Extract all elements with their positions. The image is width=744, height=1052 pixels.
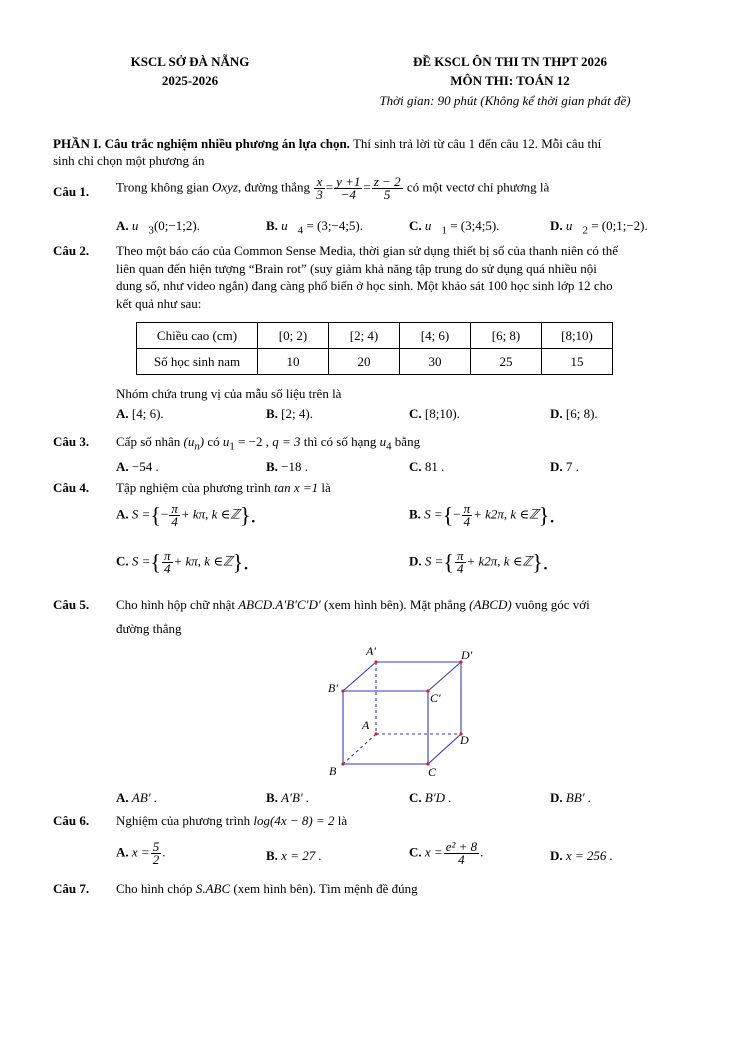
question-5-stem: Cho hình hộp chữ nhật ABCD.A′B′C′D′ (xem hình bên). Mặt phẳng (ABCD) vuông góc với	[116, 597, 590, 612]
exam-title: ĐỀ KSCL ÔN THI TN THPT 2026	[412, 54, 608, 69]
q1-option-a[interactable]: A. $u⃗_3(0;-1;2)$.	[116, 218, 200, 237]
q6-option-c[interactable]: C. x = $\frac{\text{e² + 8}}{4}$ .	[409, 839, 484, 867]
q2-question: Nhóm chứa trung vị của mẫu số liệu trên là	[116, 386, 342, 401]
table-row	[137, 349, 613, 375]
table-group: [6; 8)	[471, 323, 542, 349]
q1-frac1-num: x	[314, 176, 325, 189]
vertex-c1: C′	[430, 691, 441, 705]
q5-option-b[interactable]: B. A′B′ .	[266, 790, 310, 805]
vertex-a: A	[362, 718, 370, 732]
q1-option-c[interactable]: C. $u⃗_1$ = (3;4;5).	[409, 218, 500, 237]
question-6-stem: Nghiệm của phương trình log(4x − 8) = 2 là	[116, 813, 348, 828]
table-count: 30	[400, 349, 471, 375]
part-1-title: PHẦN I. Câu trắc nghiệm nhiều phương án lựa chọn.	[53, 136, 350, 151]
table-count: 15	[542, 349, 613, 375]
table-count: 20	[329, 349, 400, 375]
exam-subject: MÔN THI: TOÁN 12	[450, 73, 570, 88]
table-group: [0; 2)	[258, 323, 329, 349]
exam-time: Thời gian: 90 phút (Không kể thời gian phát đề)	[379, 93, 631, 108]
q4-option-b[interactable]: B. S ={− $\frac{\pi}{4}$ + k2π, k ∈ℤ}.	[409, 501, 555, 529]
q2-line-3: dung số, như video ngắn) đang càng phổ biến ở học sinh. Một khảo sát 100 học sinh lớp 12 cho	[116, 278, 613, 293]
q3-option-a[interactable]: A. −54 .	[116, 459, 159, 474]
q1-frac2-num: y +1	[336, 174, 361, 189]
vertex-d1: D′	[461, 648, 473, 662]
q3-option-c[interactable]: C. 81 .	[409, 459, 445, 474]
q5-option-d[interactable]: D. BB′ .	[550, 790, 592, 805]
q5-option-a[interactable]: A. AB′ .	[116, 790, 158, 805]
part-1-intro	[53, 134, 693, 153]
question-1-stem: Trong không gian Oxyz, đường thẳng $\frac{x}{3}$ = $\frac{y +1}{-4}$ = $\frac{z - 2}{5}$ có một vectơ chỉ phương là	[116, 174, 550, 202]
q2-option-b[interactable]: B. [2; 4).	[266, 406, 313, 421]
table-group: [2; 4)	[329, 323, 400, 349]
frequency-table	[136, 322, 613, 375]
q5-option-c[interactable]: C. B′D .	[409, 790, 452, 805]
q4-option-c[interactable]: C. S ={ $\frac{\pi}{4}$ + kπ, k ∈ℤ}.	[116, 548, 249, 576]
table-head-count: Số học sinh nam	[137, 349, 258, 375]
question-1-label: Câu 1.	[53, 184, 90, 199]
table-head-height: Chiều cao (cm)	[137, 323, 258, 349]
q4-option-a[interactable]: A. S ={− $\frac{\pi}{4}$ + kπ, k ∈ℤ}.	[116, 501, 257, 529]
q2-line-1: Theo một báo cáo của Common Sense Media, thời gian sử dụng thiết bị số của thanh niên có thể	[116, 243, 619, 258]
q2-option-a[interactable]: A. [4; 6).	[116, 406, 164, 421]
question-2-label: Câu 2.	[53, 243, 90, 258]
q2-line-2: liên quan đến hiện tượng “Brain rot” (suy giảm khả năng tập trung do sử dụng quá nhiều nội	[116, 260, 597, 276]
q3-option-b[interactable]: B. −18 .	[266, 459, 309, 474]
table-count: 10	[258, 349, 329, 375]
q1-frac3-den: 5	[383, 187, 391, 202]
q2-line-4: kết quả như sau:	[116, 295, 202, 311]
q1-option-d[interactable]: D. $u⃗_2$ = (0;1;−2).	[550, 218, 648, 237]
q2-option-c[interactable]: C. [8;10).	[409, 406, 460, 421]
vertex-a1: A′	[366, 644, 376, 658]
q6-option-a[interactable]: A. x = $\frac{5}{2}$ .	[116, 839, 166, 867]
q1-frac1-den: 3	[316, 187, 323, 202]
q1-option-b[interactable]: B. $u⃗_4$ = (3;−4;5).	[266, 218, 364, 237]
table-group: [8;10)	[542, 323, 613, 349]
q2-option-d[interactable]: D. [6; 8).	[550, 406, 598, 421]
q5-line-2: đường thẳng	[116, 621, 182, 636]
question-2-stem	[116, 242, 692, 312]
question-3-label: Câu 3.	[53, 434, 90, 449]
question-5-label: Câu 5.	[53, 597, 90, 612]
q1-frac3-num: z − 2	[373, 174, 401, 189]
question-4-stem: Tập nghiệm của phương trình tan x =1 là	[116, 480, 331, 495]
vertex-b: B	[329, 764, 337, 778]
vertex-b1: B′	[328, 681, 338, 695]
table-count: 25	[471, 349, 542, 375]
question-3-stem: Cấp số nhân $(u_n)$ có $u_1 = -2$ , q = 3 thì có số hạng $u_4$ bằng	[116, 434, 421, 453]
part-1-instruction-2: sinh chỉ chọn một phương án	[53, 153, 205, 168]
q4-option-d[interactable]: D. S ={ $\frac{\pi}{4}$ + k2π, k ∈ℤ}.	[409, 548, 549, 576]
question-4-label: Câu 4.	[53, 480, 90, 495]
q1-text-b: , đường thẳng	[237, 179, 311, 195]
school-year: 2025-2026	[161, 73, 219, 88]
q6-option-d[interactable]: D. x = 256 .	[550, 848, 613, 863]
cuboid-figure	[320, 640, 490, 785]
table-group: [4; 6)	[400, 323, 471, 349]
q1-space: Oxyz	[211, 179, 238, 195]
q6-option-b[interactable]: B. x = 27 .	[266, 848, 322, 863]
part-1-instruction: Thí sinh trả lời từ câu 1 đến câu 12. Mỗi câu thí	[352, 136, 602, 151]
table-row	[137, 323, 613, 349]
vertex-d: D	[460, 733, 469, 747]
q1-text-a: Trong không gian	[116, 179, 209, 195]
q3-option-d[interactable]: D. 7 .	[550, 459, 579, 474]
question-7-label: Câu 7.	[53, 881, 90, 896]
vertex-c: C	[428, 765, 437, 779]
question-6-label: Câu 6.	[53, 813, 90, 828]
school-name: KSCL SỞ ĐÀ NẴNG	[130, 54, 250, 69]
q1-text-c: có một vectơ chỉ phương là	[406, 179, 550, 195]
question-7-stem: Cho hình chóp S.ABC (xem hình bên). Tìm mệnh đề đúng	[116, 881, 418, 896]
q1-frac2-den: −4	[340, 187, 356, 202]
